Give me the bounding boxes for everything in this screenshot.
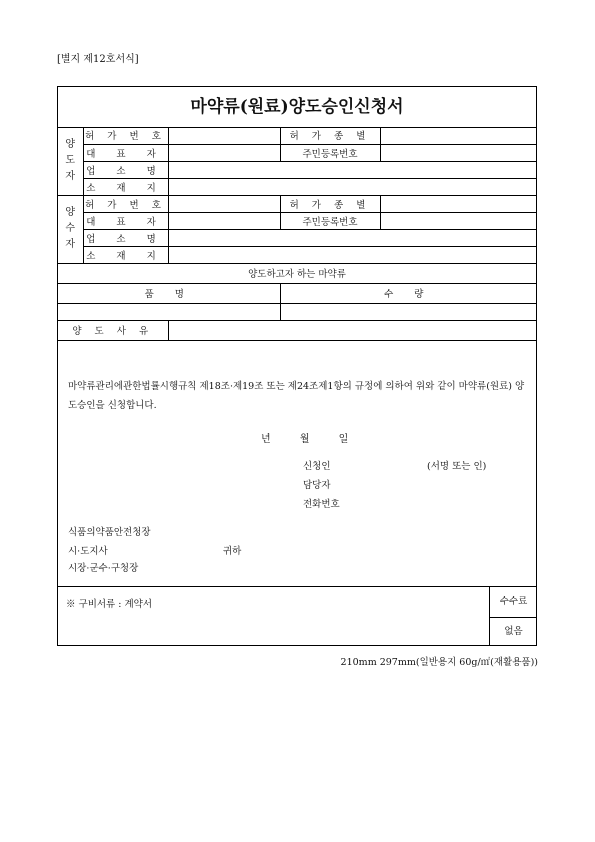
transferee-business-name-field[interactable] [168, 229, 536, 246]
form-number: [별지 제12호서식] [57, 54, 139, 65]
transferee-location-label: 소 재 지 [83, 246, 168, 263]
transferor-representative-label: 대 표 자 [83, 144, 168, 161]
transferee-business-name-label: 업 소 명 [83, 229, 168, 246]
regards-text: 귀하 [223, 546, 242, 557]
transferor-side-label: 양 도 자 [58, 127, 83, 195]
person-in-charge-label: 담당자 [303, 480, 331, 491]
phone-label: 전화번호 [303, 499, 340, 510]
form-title: 마약류(원료)양도승인신청서 [58, 87, 536, 128]
transferor-representative-field[interactable] [168, 144, 280, 161]
reason-label: 양 도 사 유 [58, 320, 168, 340]
application-form [57, 86, 537, 646]
addressee-3: 시장·군수·구청장 [68, 563, 139, 574]
applicant-table [58, 127, 536, 341]
product-name-field[interactable] [58, 303, 280, 320]
applicant-label: 신청인 [303, 461, 331, 472]
statement-text: 마약류관리에관한법률시행규칙 제18조·제19조 또는 제24조제1항의 규정에 의하여 위와 같이 마약류(원료) 양도승인을 신청합니다. [68, 381, 525, 411]
drugs-section-title: 양도하고자 하는 마약류 [58, 263, 536, 283]
transferee-license-no-label: 허 가 번 호 [83, 195, 168, 212]
transferor-license-type-field[interactable] [380, 127, 536, 144]
addressee-2: 시·도지사 [68, 546, 108, 557]
transferor-business-name-field[interactable] [168, 161, 536, 178]
quantity-field[interactable] [280, 303, 536, 320]
date-line: 년 월 일 [261, 434, 349, 445]
transferee-location-field[interactable] [168, 246, 536, 263]
product-name-label: 품 명 [58, 283, 280, 303]
paper-spec-footer: 210mm 297mm(일반용지 60g/㎡(재활용품)) [340, 657, 538, 668]
transferor-resident-no-label: 주민등록번호 [280, 144, 380, 161]
transferor-business-name-label: 업 소 명 [83, 161, 168, 178]
transferor-location-field[interactable] [168, 178, 536, 195]
fee-label: 수수료 [490, 587, 537, 618]
bottom-section [58, 586, 536, 646]
signature-note: (서명 또는 인) [427, 461, 487, 472]
transferee-side-label: 양 수 자 [58, 195, 83, 263]
quantity-label: 수 량 [280, 283, 536, 303]
transferee-license-type-label: 허 가 종 별 [280, 195, 380, 212]
transferor-license-no-label: 허 가 번 호 [83, 127, 168, 144]
transferee-resident-no-field[interactable] [380, 212, 536, 229]
addressee-1: 식품의약품안전청장 [68, 527, 151, 538]
transferee-resident-no-label: 주민등록번호 [280, 212, 380, 229]
transferee-license-no-field[interactable] [168, 195, 280, 212]
transferee-license-type-field[interactable] [380, 195, 536, 212]
transferor-license-type-label: 허 가 종 별 [280, 127, 380, 144]
transferor-license-no-field[interactable] [168, 127, 280, 144]
fee-value: 없음 [504, 626, 523, 637]
transferor-resident-no-field[interactable] [380, 144, 536, 161]
transferee-representative-field[interactable] [168, 212, 280, 229]
reason-field[interactable] [168, 320, 536, 340]
attachment-note: ※ 구비서류 : 계약서 [66, 599, 152, 610]
transferor-location-label: 소 재 지 [83, 178, 168, 195]
fee-box [489, 587, 537, 646]
transferee-representative-label: 대 표 자 [83, 212, 168, 229]
